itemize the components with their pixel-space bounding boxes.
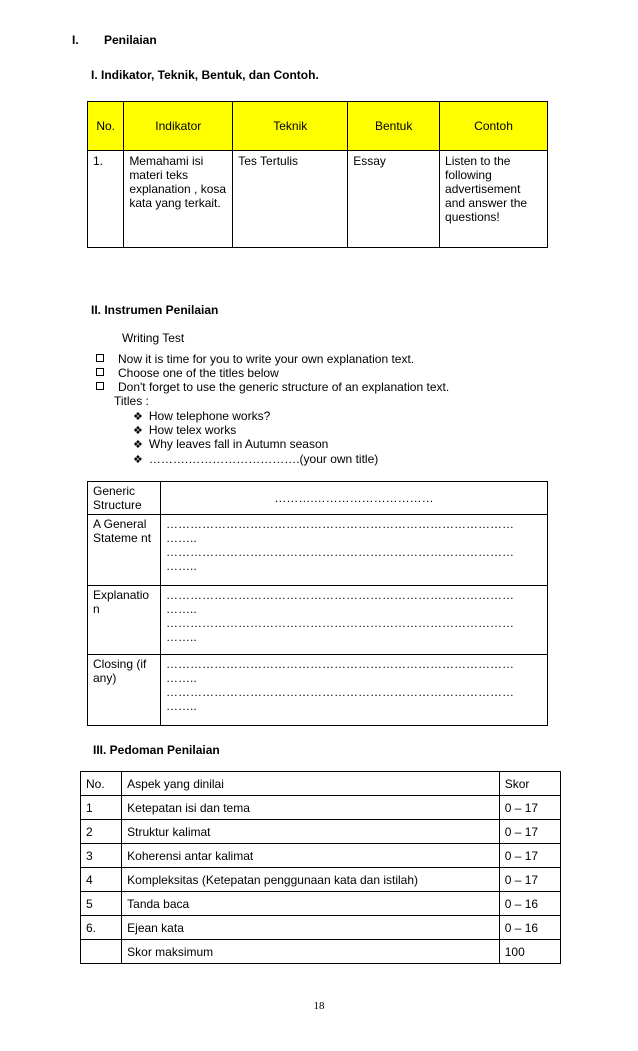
diamond-bullet-icon: ❖ (133, 411, 143, 423)
structure-answer-lines: …………………………………………………………………………… …….. …………………………………………………………………………… …….. (161, 655, 548, 726)
row-skor: 100 (499, 940, 560, 964)
checkbox-bullet-icon (96, 368, 104, 376)
instruction-item: Now it is time for you to write your own explanation text. (96, 352, 414, 366)
header-no: No. (88, 102, 124, 151)
table-row (81, 940, 561, 964)
row-skor: 0 – 17 (499, 868, 560, 892)
checkbox-bullet-icon (96, 354, 104, 362)
row-no: 5 (81, 892, 122, 916)
row-aspek: Tanda baca (122, 892, 500, 916)
row-aspek: Koherensi antar kalimat (122, 844, 500, 868)
checkbox-bullet-icon (96, 382, 104, 390)
header-teknik: Teknik (233, 102, 348, 151)
row-no (81, 940, 122, 964)
structure-answer-lines: …………………………………………………………………………… …….. …………………………………………………………………………… …….. (161, 586, 548, 655)
instruction-item: Choose one of the titles below (96, 366, 279, 380)
table-row (81, 916, 561, 940)
header-bentuk: Bentuk (348, 102, 440, 151)
part3-heading: III. Pedoman Penilaian (93, 743, 220, 757)
header-indikator: Indikator (124, 102, 233, 151)
cell-contoh: Listen to the following advertisement and answer the questions! (440, 151, 548, 248)
row-aspek: Ejean kata (122, 916, 500, 940)
pedoman-penilaian-table (80, 771, 561, 964)
table-row (81, 844, 561, 868)
header-no: No. (81, 772, 122, 796)
cell-indikator: Memahami isi materi teks explanation , kosa kata yang terkait. (124, 151, 233, 248)
table-row (81, 772, 561, 796)
diamond-bullet-icon: ❖ (133, 454, 143, 466)
row-aspek: Skor maksimum (122, 940, 500, 964)
titles-label: Titles : (114, 394, 149, 408)
header-aspek: Aspek yang dinilai (122, 772, 500, 796)
indikator-table (87, 101, 548, 248)
header-skor: Skor (499, 772, 560, 796)
part1-heading: I. Indikator, Teknik, Bentuk, dan Contoh. (91, 68, 319, 82)
row-no: 2 (81, 820, 122, 844)
row-aspek: Ketepatan isi dan tema (122, 796, 500, 820)
row-no: 6. (81, 916, 122, 940)
structure-header-label: Generic Structure (88, 482, 161, 515)
cell-teknik: Tes Tertulis (233, 151, 348, 248)
row-skor: 0 – 17 (499, 844, 560, 868)
table-row (81, 892, 561, 916)
instruction-item: Don't forget to use the generic structure of an explanation text. (96, 380, 449, 394)
structure-answer-lines: …………………………………………………………………………… …….. …………………………………………………………………………… …….. (161, 515, 548, 586)
cell-bentuk: Essay (348, 151, 440, 248)
structure-row-label: Explanatio n (88, 586, 161, 655)
header-contoh: Contoh (440, 102, 548, 151)
writing-test-subheading: Writing Test (122, 331, 185, 345)
row-skor: 0 – 16 (499, 892, 560, 916)
part2-heading: II. Instrumen Penilaian (91, 303, 219, 317)
cell-no: 1. (88, 151, 124, 248)
diamond-bullet-icon: ❖ (133, 439, 143, 451)
section-title: Penilaian (104, 33, 157, 47)
row-skor: 0 – 16 (499, 916, 560, 940)
row-skor: 0 – 17 (499, 820, 560, 844)
section-number: I. (72, 33, 79, 47)
table-row (81, 868, 561, 892)
page-number: 18 (313, 1000, 325, 1012)
structure-row-label: Closing (if any) (88, 655, 161, 726)
diamond-bullet-icon: ❖ (133, 425, 143, 437)
table-row (81, 820, 561, 844)
title-option: ❖ How telephone works? (133, 409, 271, 423)
title-option: ❖ How telex works (133, 423, 237, 437)
row-no: 1 (81, 796, 122, 820)
row-no: 3 (81, 844, 122, 868)
structure-row-label: A General Stateme nt (88, 515, 161, 586)
structure-header-dots: ……….………………………… (161, 482, 548, 515)
generic-structure-table (87, 481, 548, 726)
table-row (81, 796, 561, 820)
row-no: 4 (81, 868, 122, 892)
row-aspek: Struktur kalimat (122, 820, 500, 844)
row-skor: 0 – 17 (499, 796, 560, 820)
row-aspek: Kompleksitas (Ketepatan penggunaan kata dan istilah) (122, 868, 500, 892)
title-option: ❖ ……….……………………….(your own title) (133, 452, 379, 466)
title-option: ❖ Why leaves fall in Autumn season (133, 437, 329, 451)
